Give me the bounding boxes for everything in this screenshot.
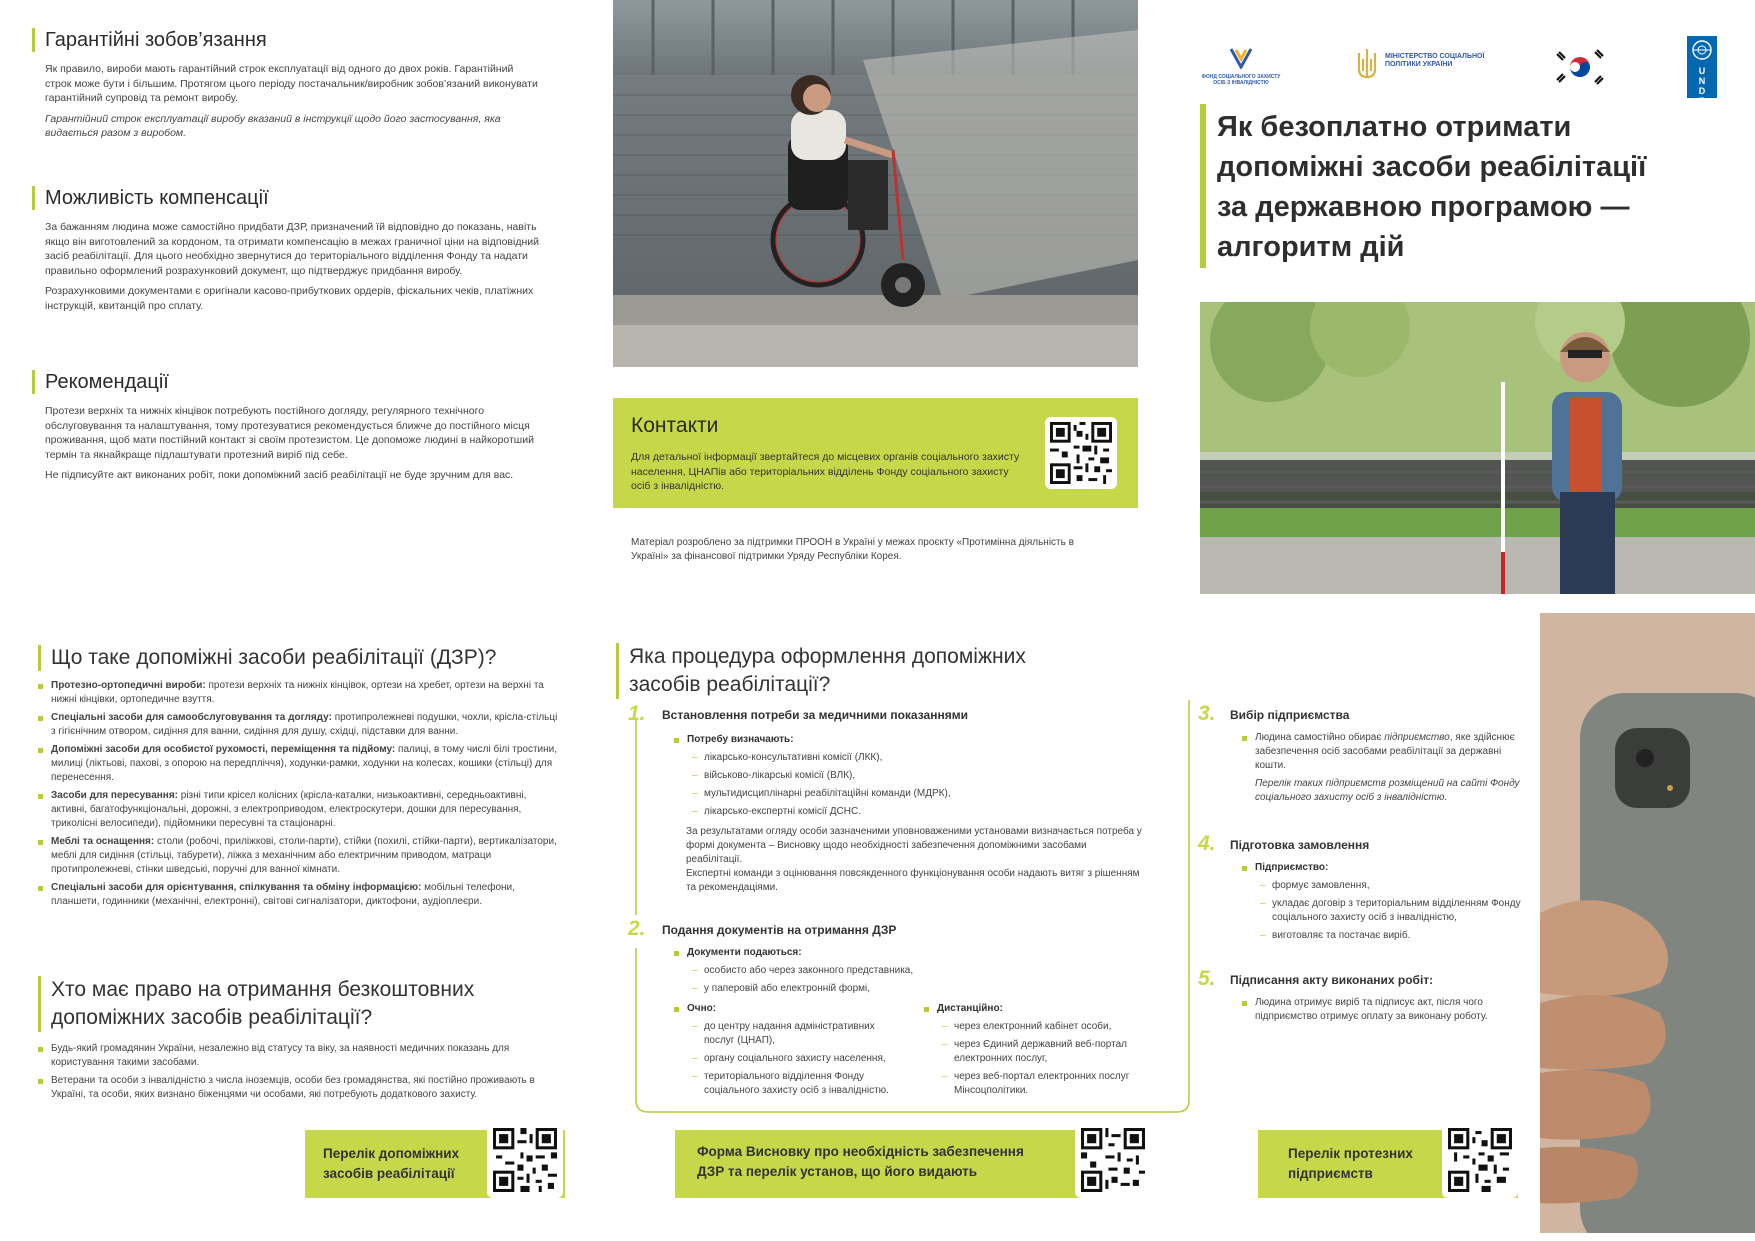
qr-code-icon — [1081, 1128, 1145, 1192]
step-1-number: 1. — [628, 702, 646, 725]
fund-logo: ФОНД СОЦІАЛЬНОГО ЗАХИСТУ ОСІБ З ІНВАЛІДНІСТЮ — [1200, 47, 1282, 86]
qr-code-icon — [1448, 1128, 1512, 1192]
warranty-section — [32, 28, 542, 141]
form-conclusion-qr[interactable] — [1075, 1122, 1151, 1198]
what-item: Допоміжні засоби для особистої рухомості, переміщення та підйому: палиці, в тому числі білі тростини, милиці (ліктьові, пахові, з опорою на передпліччя), ходунки-рамки, ходунки на колесах, кошики (стільці) для перенесення. — [38, 743, 563, 785]
warranty-title: Гарантійні зобов’язання — [32, 28, 542, 52]
compensation-p2: Розрахунковими документами є оригінали касово-прибуткових ордерів, фіскальних чеків, платіжних інструкцій, квитанцій про сплату. — [45, 285, 534, 312]
step-5-paragraph: Людина отримує виріб та підписує акт, після чого підприємство отримує оплату за виконану роботу. — [1242, 996, 1527, 1024]
undp-logo: U N D P — [1687, 36, 1717, 98]
step-2-docs-label: Документи подаються: — [674, 946, 1154, 960]
step-3-paragraph: Людина самостійно обирає підприємство, яке здійснює забезпечення осіб засобами реабілітації за державні кошти. — [1242, 731, 1527, 773]
contacts-qr[interactable] — [1045, 417, 1117, 489]
prosthetics-list-button[interactable]: Перелік протезних підприємств — [1258, 1130, 1518, 1198]
ministry-logo: МІНІСТЕРСТВО СОЦІАЛЬНОЇ ПОЛІТИКИ УКРАЇНИ — [1355, 47, 1485, 87]
warranty-p2: Гарантійний строк експлуатації виробу вказаний в інструкції щодо його застосування, яка видається разом з виробом. — [45, 112, 501, 139]
recommendations-title: Рекомендації — [32, 370, 542, 394]
wheelchair-photo — [613, 0, 1138, 367]
man-cane-photo — [1200, 302, 1755, 594]
step-3-title: Вибір підприємства — [1230, 708, 1350, 722]
procedure-section — [616, 643, 1136, 699]
step-2-number: 2. — [628, 917, 646, 940]
who-section — [38, 976, 563, 1106]
step-1-need-list: – лікарсько-консультативні комісії (ЛКК), – військово-лікарські комісії (ВЛК), – мультидисциплінарні реабілітаційні команди (МДРК), – лікарсько-експертні комісії ДСНС. — [692, 751, 1144, 819]
procedure-title: Яка процедура оформлення допоміжних засобів реабілітації? — [616, 643, 1136, 699]
what-item: Меблі та оснащення: столи (робочі, приліжкові, столи-парти), стійки (похилі, стійки-парти), вертикалізатори, меблі для сидіння (стільці, табурети), ліжка з механічним або електричним приводом, матраци протипролежневі, стінки шведські, поручні для ванної кімнати. — [38, 835, 563, 877]
who-item: Ветерани та особи з інвалідністю з числа іноземців, особи без громадянства, які постійно проживають в Україні, та особи, яких визнано біженцями чи особами, які потребують додаткового захисту. — [38, 1074, 563, 1102]
what-list — [38, 679, 563, 909]
what-item: Протезно-ортопедичні вироби: протези верхніх та нижніх кінцівок, ортези на хребет, ортези на верхні та нижні кінцівки, ортопедичне взуття. — [38, 679, 563, 707]
recommendations-p1: Протези верхніх та нижніх кінцівок потребують постійного догляду, регулярного технічного обслуговування та налаштування, тому протезуватися рекомендується ближче до постійного місця проживання, щоб мати постійний контакт зі своїм протезистом. Це допоможе людині в найкоротший термін та якнайкраще підлаштувати протезний виріб під себе. — [45, 405, 534, 461]
who-list — [38, 1042, 563, 1102]
contacts-text: Для детальної інформації звертайтеся до місцевих органів соціального захисту населення, ЦНАПів або територіальних відділень Фонду соціального захисту осіб з інвалідністю. — [631, 451, 1020, 492]
who-item: Будь-який громадянин України, незалежно від статусу та віку, за наявності медичних показань для користування такими засобами. — [38, 1042, 563, 1070]
form-conclusion-button[interactable]: Форма Висновку про необхідність забезпечення ДЗР та перелік установ, що його видають — [675, 1130, 1115, 1198]
list-aids-qr[interactable] — [487, 1122, 563, 1198]
logos-row — [1200, 42, 1745, 106]
step-2-offline-list: – до центру надання адміністративних послуг (ЦНАП), – органу соціального захисту населення, – територіального відділення Фонду соціального захисту осіб з інвалідністю. — [692, 1020, 907, 1098]
step-5-title: Підписання акту виконаних робіт: — [1230, 973, 1434, 987]
compensation-title: Можливість компенсації — [32, 186, 542, 210]
step-2-title: Подання документів на отримання ДЗР — [662, 923, 897, 937]
what-title: Що таке допоміжні засоби реабілітації (ДЗР)? — [38, 645, 563, 671]
contacts-box — [613, 398, 1138, 508]
what-item: Спеціальні засоби для орієнтування, спілкування та обміну інформацією: мобільні телефони, планшети, годинники (механічні, електронні), світові сигналізатори, диктофони, аудіоплеєри. — [38, 881, 563, 909]
step-1-title: Встановлення потреби за медичними показаннями — [662, 708, 968, 722]
cover-accent-bar — [1200, 104, 1206, 268]
phone-photo — [1540, 613, 1755, 1233]
step-2-online-label: Дистанційно: — [924, 1002, 1154, 1016]
step-2-online-list: – через електронний кабінет особи, – через Єдиний державний веб-портал електронних послуг, – через веб-портал електронних послуг Мінсоцполітики. — [942, 1020, 1152, 1098]
korea-flag-icon — [1555, 46, 1605, 88]
contacts-title: Контакти — [631, 414, 719, 437]
step-4-label: Підприємство: — [1242, 861, 1527, 875]
compensation-section — [32, 186, 542, 313]
fund-emblem-icon — [1228, 47, 1254, 69]
qr-code-icon — [1050, 422, 1112, 484]
recommendations-p2: Не підписуйте акт виконаних робіт, поки допоміжний засіб реабілітації не буде зручним для вас. — [45, 469, 514, 481]
who-title: Хто має право на отримання безкоштовних допоміжних засобів реабілітації? — [38, 976, 563, 1032]
prosthetics-list-qr[interactable] — [1442, 1122, 1518, 1198]
step-4-title: Підготовка замовлення — [1230, 838, 1370, 852]
warranty-p1: Як правило, вироби мають гарантійний строк експлуатації від одного до двох років. Гарантійний строк може бути і більшим. Протягом цього періоду постачальник/виробник зобов’язаний виконувати гарантійний супровід та ремонт виробу. — [45, 63, 538, 104]
step-1-need-label: Потребу визначають: — [674, 733, 1144, 747]
step-3-number: 3. — [1198, 702, 1216, 725]
cover-title: Як безоплатно отримати допоміжні засоби реабілітації за державною програмою — алгоритм дій — [1217, 111, 1647, 263]
korea-flag-logo — [1555, 46, 1605, 93]
step-5-number: 5. — [1198, 967, 1216, 990]
what-item: Спеціальні засоби для самообслуговування та догляду: протипролежневі подушки, чохли, крісла-стільці з гігієнічним отвором, сидіння для ванни, сидіння для душу, східці, підставки для ванни. — [38, 711, 563, 739]
step-3-note: Перелік таких підприємств розміщений на сайті Фонду соціального захисту осіб з інвалідністю. — [1255, 778, 1520, 803]
step-1-paragraph: За результатами огляду особи зазначеними уповноваженими установами визначається потреба у формі документа – Висновку щодо необхідності забезпечення допоміжними засобами реабілітації. — [686, 826, 1142, 865]
step-2-docs-list: – особисто або через законного представника, – у паперовій або електронній формі, — [692, 964, 1154, 996]
what-section — [38, 645, 563, 913]
recommendations-section — [32, 370, 542, 483]
step-1-paragraph-2: Експертні команди з оцінювання повсякденного функціонування особи надають витяг з рішенням та рекомендаціями. — [686, 868, 1140, 893]
un-emblem-icon — [1691, 39, 1713, 61]
footer-note: Матеріал розроблено за підтримки ПРООН в Україні у межах проєкту «Протимінна діяльність в Україні» за фінансової підтримки Уряду Республіки Корея. — [631, 537, 1074, 562]
trident-icon — [1355, 47, 1379, 83]
qr-code-icon — [493, 1128, 557, 1192]
step-2-offline-label: Очно: — [674, 1002, 924, 1016]
list-aids-button[interactable]: Перелік допоміжних засобів реабілітації — [305, 1130, 565, 1198]
step-4-list: – формує замовлення, – укладає договір з територіальним відділенням Фонду соціального захисту осіб з інвалідністю, – виготовляє та постачає виріб. — [1260, 879, 1527, 943]
compensation-p1: За бажанням людина може самостійно придбати ДЗР, призначений їй відповідно до показань, навіть якщо він виготовлений за кордоном, та отримати компенсацію в межах граничної ціни на відповідний засіб реабілітації. Для цього необхідно звернутися до територіального відділення Фонду та надати правильно оформлений розрахунковий документ, що підтверджує придбання виробу. — [45, 221, 540, 277]
what-item: Засоби для пересування: різні типи крісел колісних (крісла-каталки, низькоактивні, середньоактивні, активні, багатофункціональні, дорожні, з електроприводом, електроскутери, дошки для пересування, триколісні велосипеди), підйомники пересувні та стаціонарні. — [38, 789, 563, 831]
step-4-number: 4. — [1198, 832, 1216, 855]
